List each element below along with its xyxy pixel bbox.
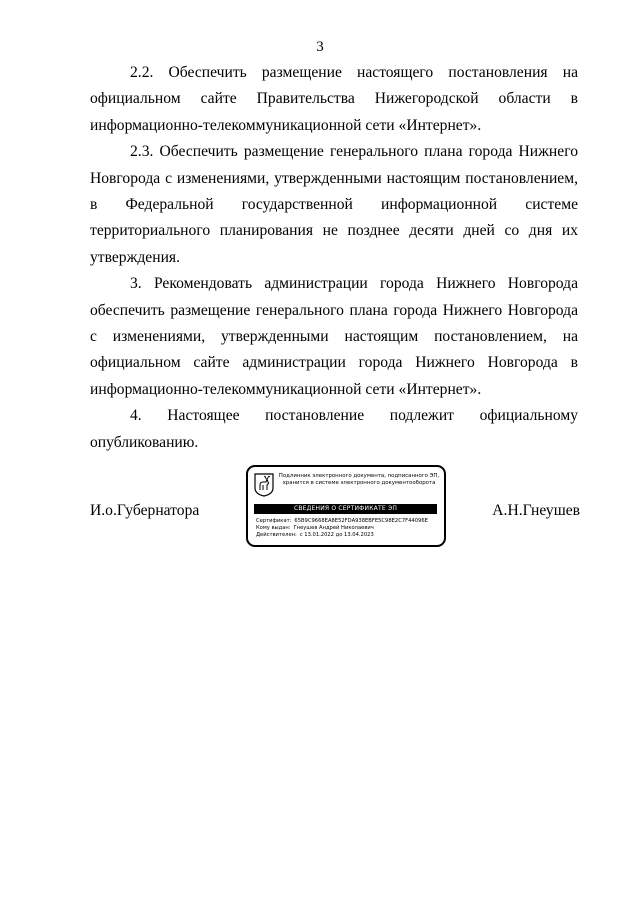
issued-to-value: Гнеушев Андрей Николаевич (293, 525, 374, 532)
deer-emblem-icon (254, 473, 274, 497)
stamp-note (276, 473, 442, 487)
paragraph-3: 3. Рекомендовать администрации города Нижнего Новгорода обеспечить размещение генерального плана города Нижнего Новгорода с изменениями, утвержденными настоящим постановлением, на официальном сайте администрации города Нижнего Новгорода в информационно-телекоммуникационной сети «Интернет». (90, 275, 578, 398)
signer-title: И.о.Губернатора (90, 502, 200, 519)
stamp-header: СВЕДЕНИЯ О СЕРТИФИКАТЕ ЭП (254, 504, 437, 514)
validity-label: Действителен: (256, 532, 297, 539)
certificate-label: Сертификат: (256, 518, 292, 524)
electronic-signature-stamp (246, 465, 446, 547)
validity-value: с 13.01.2022 до 13.04.2023 (299, 532, 374, 539)
paragraph-2-2: 2.2. Обеспечить размещение настоящего постановления на официальном сайте Правительства Нижегородской области в информационно-телекоммуникационной сети «Интернет». (90, 64, 578, 134)
paragraph-4: 4. Настоящее постановление подлежит официальному опубликованию. (90, 407, 578, 451)
certificate-details (256, 518, 442, 540)
paragraph-2-3: 2.3. Обеспечить размещение генерального плана города Нижнего Новгорода с изменениями, утвержденными настоящим постановлением, в Федеральной государственной информационной системе территориального планирования не позднее десяти дней со дня их утверждения. (90, 143, 578, 266)
stamp-note-line-2: хранится в системе электронного документооборота (282, 480, 436, 486)
page-number: 3 (316, 39, 324, 55)
signer-name: А.Н.Гнеушев (492, 502, 580, 519)
issued-to-label: Кому выдан: (256, 525, 291, 532)
stamp-note-line-1: Подлинник электронного документа, подписанного ЭП, (278, 473, 440, 479)
signature-block (90, 465, 580, 555)
document-body (90, 60, 578, 456)
certificate-value: 65B9C9668EA8E52FDA938EBFE5C98E2C7F44096E (294, 518, 428, 524)
validity-row (256, 532, 442, 539)
